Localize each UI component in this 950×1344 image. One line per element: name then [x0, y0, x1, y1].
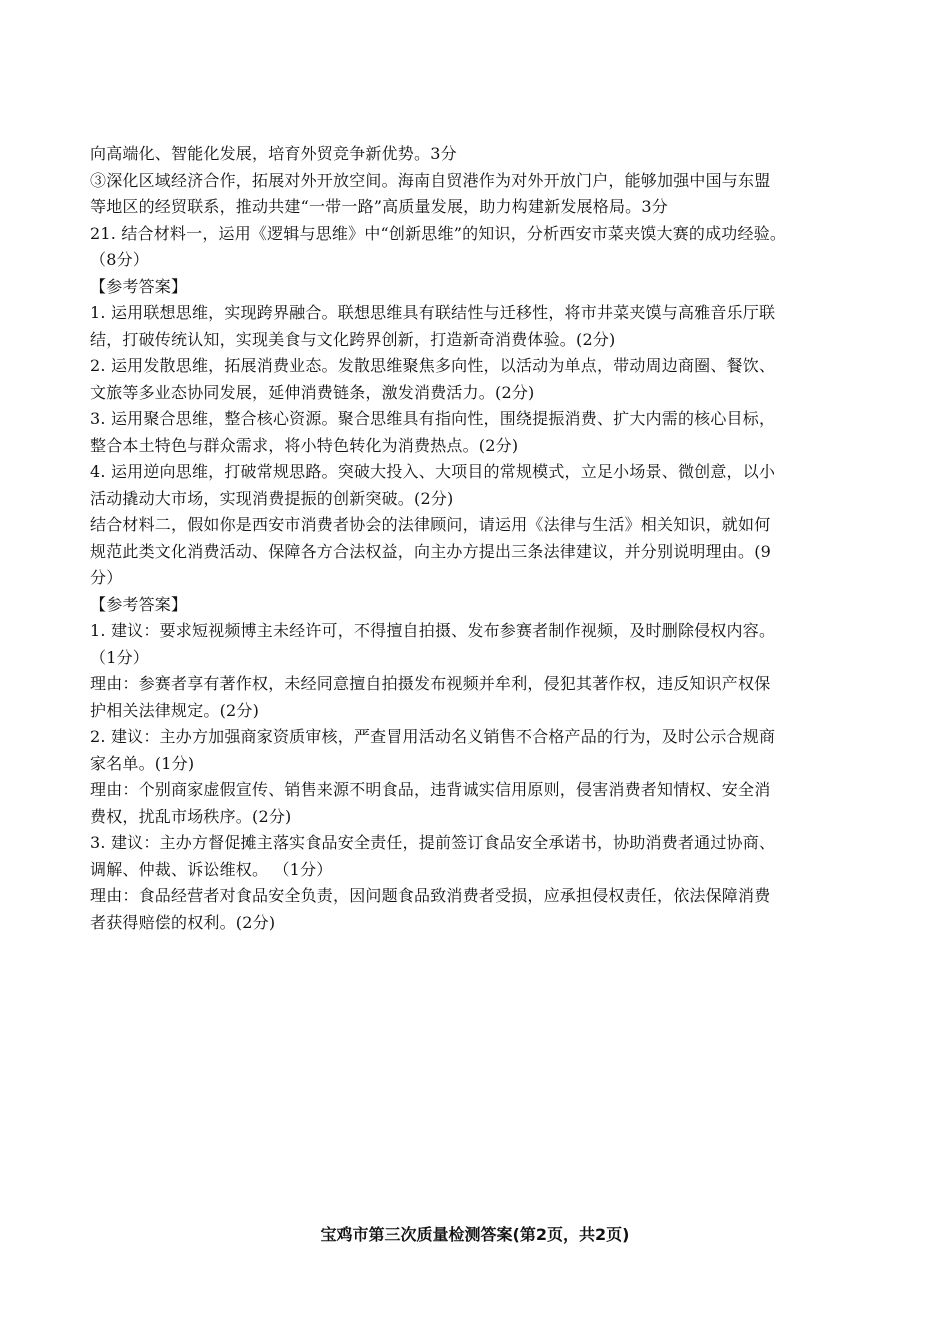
answer-point-4-cont: 活动撬动大市场，实现消费提振的创新突破。(2分) — [90, 488, 454, 508]
text-line: 向高端化、智能化发展，培育外贸竞争新优势。3分 — [90, 144, 457, 163]
text-line: 等地区的经贸联系，推动共建“一带一路”高质量发展，助力构建新发展格局。3分 — [90, 197, 668, 216]
suggestion-2: 2. 建议：主办方加强商家资质审核，严查冒用活动名义销售不合格产品的行为，及时公示合规商 — [90, 727, 776, 746]
reason-3: 理由：食品经营者对食品安全负责，因问题食品致消费者受损，应承担侵权责任，依法保障消费 — [90, 886, 771, 905]
suggestion-1: 1. 建议：要求短视频博主未经许可，不得擅自拍摄、发布参赛者制作视频，及时删除侵权内容。 — [90, 621, 776, 640]
answer-point-2-cont: 文旅等多业态协同发展，延伸消费链条，激发消费活力。(2分) — [90, 382, 535, 402]
suggestion-2-cont: 家名单。(1分) — [90, 753, 195, 773]
page-footer: 宝鸡市第三次质量检测答案(第2页，共2页) — [320, 1225, 630, 1244]
question-22-line: 规范此类文化消费活动、保障各方合法权益，向主办方提出三条法律建议，并分别说明理由。(9 — [90, 541, 772, 561]
answer-body — [90, 141, 860, 936]
reference-answer-heading: 【参考答案】 — [90, 594, 188, 614]
text-line: ③深化区域经济合作，拓展对外开放空间。海南自贸港作为对外开放门户，能够加强中国与东盟 — [90, 170, 771, 190]
question-22-score: 分） — [90, 568, 123, 587]
answer-point-2: 2. 运用发散思维，拓展消费业态。发散思维聚焦多向性，以活动为单点，带动周边商圈、餐饮、 — [90, 356, 776, 375]
reason-2: 理由：个别商家虚假宣传、销售来源不明食品，违背诚实信用原则，侵害消费者知情权、安全消 — [90, 780, 771, 799]
question-21-score: （8分） — [90, 250, 149, 269]
answer-point-1-cont: 结，打破传统认知，实现美食与文化跨界创新，打造新奇消费体验。(2分) — [90, 329, 616, 349]
answer-point-4: 4. 运用逆向思维，打破常规思路。突破大投入、大项目的常规模式，立足小场景、微创意，以小 — [90, 462, 776, 481]
reason-3-cont: 者获得赔偿的权利。(2分) — [90, 912, 276, 932]
question-21-line: 21. 结合材料一，运用《逻辑与思维》中“创新思维”的知识，分析西安市菜夹馍大赛的成功经验。 — [90, 223, 787, 243]
reference-answer-heading: 【参考答案】 — [90, 276, 188, 296]
reason-1-cont: 护相关法律规定。(2分) — [90, 700, 260, 720]
reason-2-cont: 费权，扰乱市场秩序。(2分) — [90, 806, 292, 826]
answer-point-3: 3. 运用聚合思维，整合核心资源。聚合思维具有指向性，围绕提振消费、扩大内需的核心目标， — [90, 409, 776, 428]
suggestion-3: 3. 建议：主办方督促摊主落实食品安全责任，提前签订食品安全承诺书，协助消费者通过协商、 — [90, 833, 776, 852]
suggestion-1-score: （1分） — [90, 647, 149, 667]
answer-point-1: 1. 运用联想思维，实现跨界融合。联想思维具有联结性与迁移性，将市井菜夹馍与高雅音乐厅联 — [90, 303, 776, 322]
question-22-line: 结合材料二，假如你是西安市消费者协会的法律顾问，请运用《法律与生活》相关知识，就如何 — [90, 515, 771, 534]
suggestion-3-cont: 调解、仲裁、诉讼维权。 （1分） — [90, 859, 333, 879]
reason-1: 理由：参赛者享有著作权，未经同意擅自拍摄发布视频并牟利，侵犯其著作权，违反知识产权保 — [90, 674, 771, 693]
answer-point-3-cont: 整合本土特色与群众需求，将小特色转化为消费热点。(2分) — [90, 435, 519, 455]
